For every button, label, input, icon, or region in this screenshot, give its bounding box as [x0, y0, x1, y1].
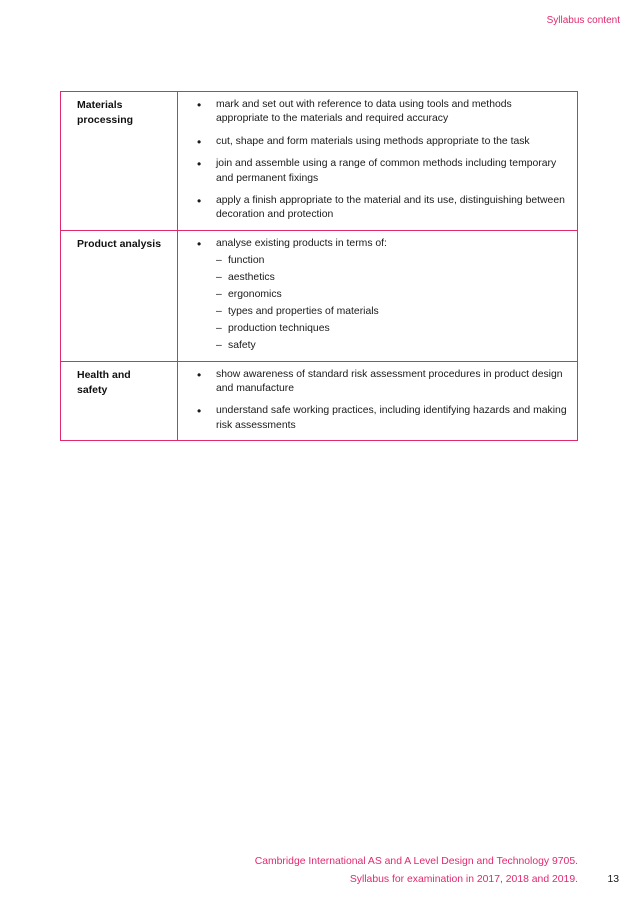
- footer-exam-years: Syllabus for examination in 2017, 2018 and 2019.: [349, 874, 578, 885]
- sub-item: [216, 288, 567, 302]
- dash-icon: –: [216, 255, 222, 267]
- bullet-item: [194, 135, 567, 149]
- sub-item-text: aesthetics: [228, 272, 275, 284]
- bullet-text: cut, shape and form materials using methods appropriate to the task: [216, 135, 530, 147]
- bullet-list: [194, 237, 567, 354]
- bullet-icon: •: [197, 367, 202, 382]
- content-cell: [178, 92, 578, 231]
- bullet-item: [194, 368, 567, 397]
- syllabus-table: [60, 91, 578, 441]
- bullet-text: mark and set out with reference to data using tools and methods appropriate to the materials and required accuracy: [216, 99, 512, 125]
- dash-icon: –: [216, 289, 222, 301]
- sub-item-text: production techniques: [228, 323, 330, 335]
- topic-cell: [61, 92, 178, 231]
- table-row: [61, 230, 578, 361]
- bullet-icon: •: [197, 194, 202, 209]
- sub-item: [216, 339, 567, 353]
- topic-cell: [61, 361, 178, 441]
- bullet-item: [194, 157, 567, 186]
- content-cell: [178, 361, 578, 441]
- sub-item-text: function: [228, 255, 265, 267]
- section-label: Syllabus content: [546, 15, 620, 26]
- dash-icon: –: [216, 306, 222, 318]
- topic-title: Materials processing: [77, 99, 134, 126]
- bullet-text: understand safe working practices, including identifying hazards and making risk assessments: [216, 405, 567, 431]
- bullet-text: show awareness of standard risk assessment procedures in product design and manufacture: [216, 368, 563, 395]
- bullet-icon: •: [197, 404, 202, 419]
- bullet-list: [194, 368, 567, 434]
- sub-item: [216, 254, 567, 268]
- bullet-icon: •: [197, 134, 202, 149]
- topic-cell: [61, 230, 178, 361]
- bullet-item: [194, 194, 567, 223]
- sub-item: [216, 305, 567, 319]
- sub-list: [216, 254, 567, 353]
- bullet-item: [194, 404, 567, 433]
- table-body: [61, 92, 578, 441]
- topic-title: Health and safety: [77, 368, 131, 396]
- bullet-item: [194, 98, 567, 127]
- bullet-icon: •: [197, 98, 202, 112]
- sub-item-text: safety: [228, 340, 256, 352]
- bullet-text: apply a finish appropriate to the material and its use, distinguishing between decoration and protection: [216, 195, 565, 221]
- sub-item-text: ergonomics: [228, 289, 282, 301]
- sub-item: [216, 322, 567, 336]
- dash-icon: –: [216, 340, 222, 352]
- table-row: [61, 361, 578, 441]
- sub-item: [216, 271, 567, 285]
- bullet-icon: •: [197, 157, 202, 172]
- dash-icon: –: [216, 323, 222, 335]
- bullet-icon: •: [197, 236, 202, 251]
- sub-item-text: types and properties of materials: [228, 306, 379, 318]
- bullet-list: [194, 98, 567, 223]
- topic-title: Product analysis: [77, 237, 162, 250]
- bullet-text: analyse existing products in terms of:: [216, 237, 387, 249]
- bullet-item: [194, 237, 567, 354]
- dash-icon: –: [216, 272, 222, 284]
- table-row: [61, 92, 578, 231]
- bullet-text: join and assemble using a range of common methods including temporary and permanent fixings: [216, 158, 557, 184]
- page-number: 13: [607, 874, 619, 885]
- footer-syllabus-title: Cambridge International AS and A Level Design and Technology 9705.: [254, 856, 578, 867]
- content-cell: [178, 230, 578, 361]
